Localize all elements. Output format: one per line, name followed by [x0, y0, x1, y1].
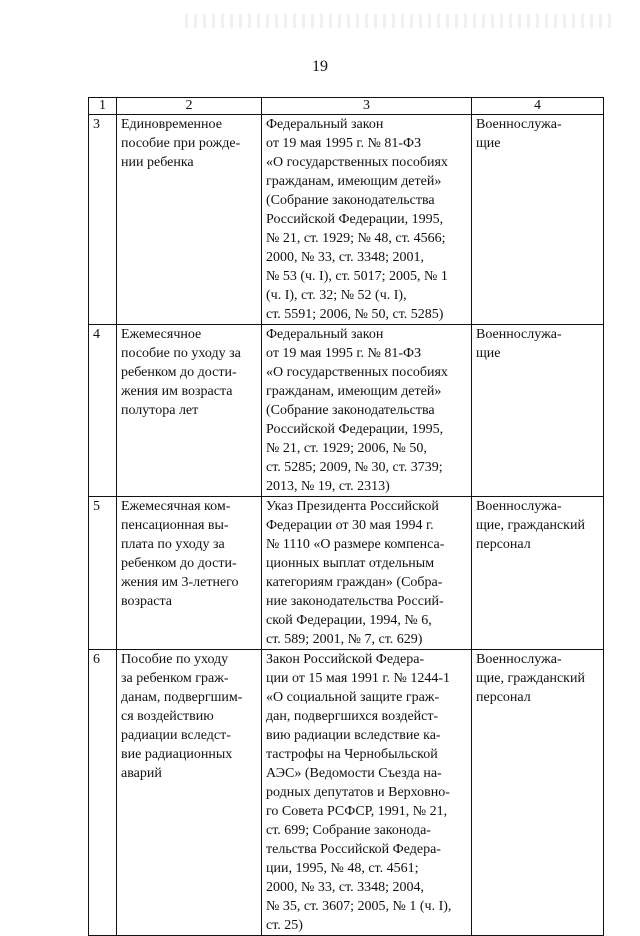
benefit-name: Единовременное пособие при рожде- нии ребенка [117, 115, 262, 325]
benefit-name: Пособие по уходу за ребенком граж- данам, подвергшим- ся воздействию радиации вследст- вие радиационных аварий [117, 650, 262, 936]
scan-artifact [185, 14, 615, 28]
recipient-category: Военнослужа- щие [472, 325, 604, 497]
recipient-category: Военнослужа- щие [472, 115, 604, 325]
column-header-2: 2 [117, 98, 262, 115]
column-header-4: 4 [472, 98, 604, 115]
benefits-table [88, 97, 604, 936]
recipient-category: Военнослужа- щие, гражданский персонал [472, 497, 604, 650]
row-number: 3 [89, 115, 117, 325]
table-row [89, 115, 604, 325]
column-header-1: 1 [89, 98, 117, 115]
header-row [89, 98, 604, 115]
page-number: 19 [312, 58, 328, 75]
row-number: 6 [89, 650, 117, 936]
legal-basis: Федеральный закон от 19 мая 1995 г. № 81-ФЗ «О государственных пособиях гражданам, имеющим детей» (Собрание законодательства Российской Федерации, 1995, № 21, ст. 1929; № 48, ст. 4566; 2000, № 33, ст. 3348; 2001, № 53 (ч. I), ст. 5017; 2005, № 1 (ч. I), ст. 32; № 52 (ч. I), ст. 5591; 2006, № 50, ст. 5285) [262, 115, 472, 325]
legal-basis: Указ Президента Российской Федерации от 30 мая 1994 г. № 1110 «О размере компенса- ционных выплат отдельным категориям граждан» (Собра- ние законодательства Россий- ской Федерации, 1994, № 6, ст. 589; 2001, № 7, ст. 629) [262, 497, 472, 650]
row-number: 4 [89, 325, 117, 497]
benefit-name: Ежемесячная ком- пенсационная вы- плата по уходу за ребенком до дости- жения им 3-летнего возраста [117, 497, 262, 650]
column-header-3: 3 [262, 98, 472, 115]
benefit-name: Ежемесячное пособие по уходу за ребенком до дости- жения им возраста полутора лет [117, 325, 262, 497]
table-row [89, 497, 604, 650]
table-row [89, 325, 604, 497]
recipient-category: Военнослужа- щие, гражданский персонал [472, 650, 604, 936]
table-row [89, 650, 604, 936]
legal-basis: Федеральный закон от 19 мая 1995 г. № 81-ФЗ «О государственных пособиях гражданам, имеющим детей» (Собрание законодательства Российской Федерации, 1995, № 21, ст. 1929; 2006, № 50, ст. 5285; 2009, № 30, ст. 3739; 2013, № 19, ст. 2313) [262, 325, 472, 497]
row-number: 5 [89, 497, 117, 650]
legal-basis: Закон Российской Федера- ции от 15 мая 1991 г. № 1244-1 «О социальной защите граж- дан, подвергшихся воздейст- вию радиации вследствие ка- тастрофы на Чернобыльской АЭС» (Ведомости Съезда на- родных депутатов и Верховно- го Совета РСФСР, 1991, № 21, ст. 699; Собрание законода- тельства Российской Федера- ции, 1995, № 48, ст. 4561; 2000, № 33, ст. 3348; 2004, № 35, ст. 3607; 2005, № 1 (ч. I), ст. 25) [262, 650, 472, 936]
